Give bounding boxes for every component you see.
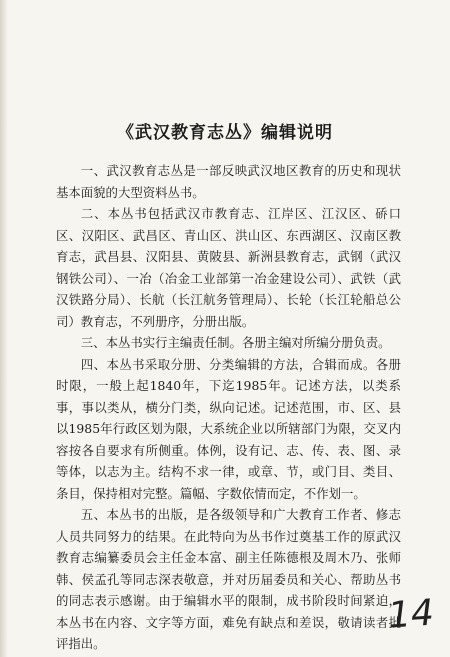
paragraph-4: 四、本丛书采取分册、分类编辑的方法，合辑而成。各册时限，一般上起1840年，下迄1985年。记述方法，以类系事，事以类从，横分门类，纵向记述。记述范围，市、区、县以1985年行政区划为限，大系统企业以所辖部门为限，交叉内容按各自要求有所侧重。体例，设有记、志、传、表、图、录等体，以志为主。结构不求一律，或章、节，或门目、类目、条目，保持相对完整。篇幅、字数依情而定，不作划一。 [56, 356, 401, 501]
paragraph-1: 一、武汉教育志丛是一部反映武汉地区教育的历史和现状基本面貌的大型资料丛书。 [56, 163, 401, 200]
handwritten-page-number: 14 [386, 592, 436, 637]
document-body [56, 160, 401, 655]
paragraph-2: 二、本丛书包括武汉市教育志、江岸区、江汉区、硚口区、汉阳区、武昌区、青山区、洪山区、东西湖区、汉南区教育志，武昌县、汉阳县、黄陂县、新洲县教育志，武钢（武汉钢铁公司）、一冶（冶金工业部第一冶金建设公司）、武铁（武汉铁路分局）、长航（长江航务管理局）、长轮（长江轮船总公司）教育志，不列册序，分册出版。 [56, 206, 401, 329]
paragraph-5: 五、本丛书的出版，是各级领导和广大教育工作者、修志人员共同努力的结果。在此特向为丛书作过奠基工作的原武汉教育志编纂委员会主任金本富、副主任陈德根及周木乃、张师韩、侯孟孔等同志深表敬意，并对历届委员和关心、帮助丛书的同志表示感谢。由于编辑水平的限制，成书阶段时间紧迫，本丛书在内容、文字等方面，难免有缺点和差误，敬请读者批评指出。 [56, 507, 401, 651]
paragraph-3: 三、本丛书实行主编责任制。各册主编对所编分册负责。 [80, 335, 391, 350]
binding-edge [0, 0, 8, 657]
document-title: 《武汉教育志丛》编辑说明 [117, 123, 333, 143]
